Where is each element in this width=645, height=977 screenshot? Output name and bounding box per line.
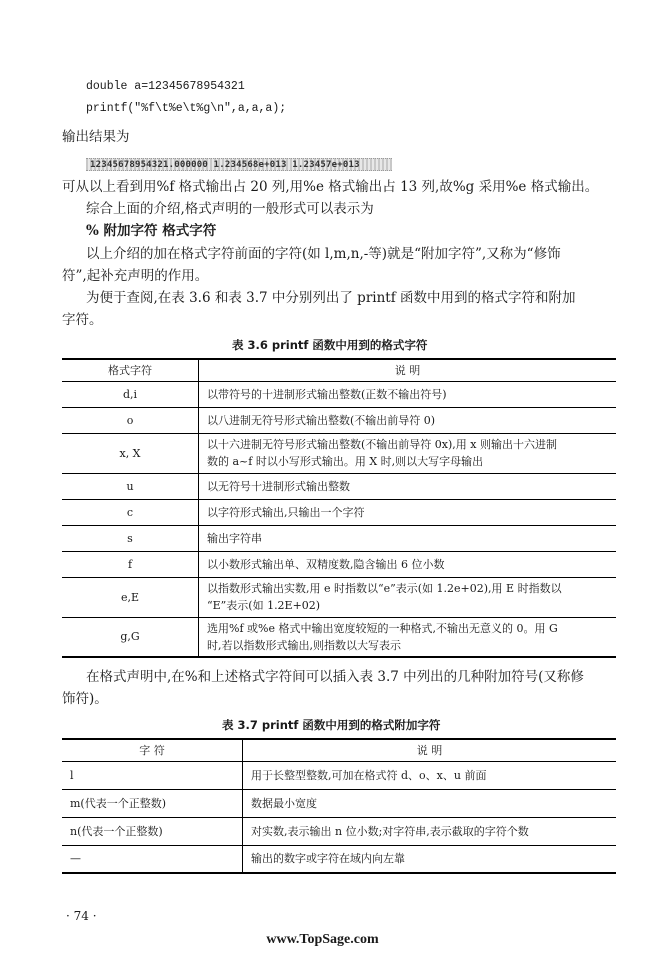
paragraph-5-line2: 字符。 xyxy=(62,312,103,328)
output-label: 输出结果为 xyxy=(62,129,130,145)
description-cell: 以小数形式输出单、双精度数,隐含输出 6 位小数 xyxy=(199,551,617,577)
table-row xyxy=(62,845,616,873)
table-3-6-header-col2: 说 明 xyxy=(199,359,617,381)
modifier-char-cell: l xyxy=(62,761,243,789)
table-3-7-header-col1: 字 符 xyxy=(62,739,243,761)
format-char-cell: o xyxy=(62,407,199,433)
code-line-1: double a=12345678954321 xyxy=(86,80,245,93)
modifier-char-cell: m(代表一个正整数) xyxy=(62,789,243,817)
table-row xyxy=(62,407,616,433)
format-char-cell: u xyxy=(62,473,199,499)
description-cell: 输出的数字或字符在域内向左靠 xyxy=(243,845,617,873)
description-cell: 用于长整型整数,可加在格式符 d、o、x、u 前面 xyxy=(243,761,617,789)
format-char-cell: s xyxy=(62,525,199,551)
modifier-char-cell: — xyxy=(62,845,243,873)
page-number: · 74 · xyxy=(66,909,97,923)
format-char-cell: e,E xyxy=(62,577,199,617)
table-row xyxy=(62,381,616,407)
table-3-6 xyxy=(62,358,616,658)
format-char-cell: g,G xyxy=(62,617,199,657)
description-cell: 对实数,表示输出 n 位小数;对字符串,表示截取的字符个数 xyxy=(243,817,617,845)
paragraph-4-line2: 符”,起补充声明的作用。 xyxy=(62,268,209,284)
paragraph-5-line1: 为便于查阅,在表 3.6 和表 3.7 中分别列出了 printf 函数中用到的格式字符和附加 xyxy=(86,290,576,306)
description-cell: 以八进制无符号形式输出整数(不输出前导符 0) xyxy=(199,407,617,433)
description-cell: 以无符号十进制形式输出整数 xyxy=(199,473,617,499)
paragraph-3-format: % 附加字符 格式字符 xyxy=(86,223,217,239)
table-3-7-caption: 表 3.7 printf 函数中用到的格式附加字符 xyxy=(222,718,441,732)
table-row xyxy=(62,761,616,789)
description-line: “E”表示(如 1.2E+02) xyxy=(207,599,321,612)
table-3-7 xyxy=(62,738,616,874)
paragraph-2: 综合上面的介绍,格式声明的一般形式可以表示为 xyxy=(86,201,374,217)
paragraph-1: 可从以上看到用%f 格式输出占 20 列,用%e 格式输出占 13 列,故%g 采用%e 格式输出。 xyxy=(62,179,599,195)
description-cell: 以带符号的十进制形式输出整数(正数不输出符号) xyxy=(199,381,617,407)
table-3-6-caption: 表 3.6 printf 函数中用到的格式字符 xyxy=(232,338,428,352)
description-line: 以指数形式输出实数,用 e 时指数以“e”表示(如 1.2e+02),用 E 时指数以 xyxy=(207,582,562,595)
output-result-image: 12345678954321.000000 1.234568e+013 1.23457e+013 xyxy=(86,158,392,171)
description-cell xyxy=(199,577,617,617)
table-3-6-header-col1: 格式字符 xyxy=(62,359,199,381)
table-row xyxy=(62,577,616,617)
table-row xyxy=(62,473,616,499)
description-cell: 数据最小宽度 xyxy=(243,789,617,817)
table-row xyxy=(62,789,616,817)
table-row xyxy=(62,817,616,845)
table-row xyxy=(62,499,616,525)
format-char-cell: x, X xyxy=(62,433,199,473)
table-row xyxy=(62,617,616,657)
description-cell xyxy=(199,433,617,473)
watermark-link[interactable]: www.TopSage.com xyxy=(266,932,379,947)
paragraph-6-line1: 在格式声明中,在%和上述格式字符间可以插入表 3.7 中列出的几种附加符号(又称修 xyxy=(86,669,584,685)
table-3-7-header-col2: 说 明 xyxy=(243,739,617,761)
table-row xyxy=(62,433,616,473)
format-char-cell: f xyxy=(62,551,199,577)
table-row xyxy=(62,551,616,577)
paragraph-4-line1: 以上介绍的加在格式字符前面的字符(如 l,m,n,-等)就是“附加字符”,又称为“修饰 xyxy=(86,246,561,262)
format-char-cell: c xyxy=(62,499,199,525)
description-line: 选用%f 或%e 格式中输出宽度较短的一种格式,不输出无意义的 0。用 G xyxy=(207,621,558,635)
description-cell: 输出字符串 xyxy=(199,525,617,551)
description-cell: 以字符形式输出,只输出一个字符 xyxy=(199,499,617,525)
paragraph-6-line2: 饰符)。 xyxy=(62,691,108,707)
table-row xyxy=(62,525,616,551)
description-line: 时,若以指数形式输出,则指数以大写表示 xyxy=(207,638,401,652)
modifier-char-cell: n(代表一个正整数) xyxy=(62,817,243,845)
description-line: 以十六进制无符号形式输出整数(不输出前导符 0x),用 x 则输出十六进制 xyxy=(207,438,557,451)
format-char-cell: d,i xyxy=(62,381,199,407)
description-cell xyxy=(199,617,617,657)
code-line-2: printf("%f\t%e\t%g\n",a,a,a); xyxy=(86,102,287,115)
description-line: 数的 a~f 时以小写形式输出。用 X 时,则以大写字母输出 xyxy=(207,455,484,468)
